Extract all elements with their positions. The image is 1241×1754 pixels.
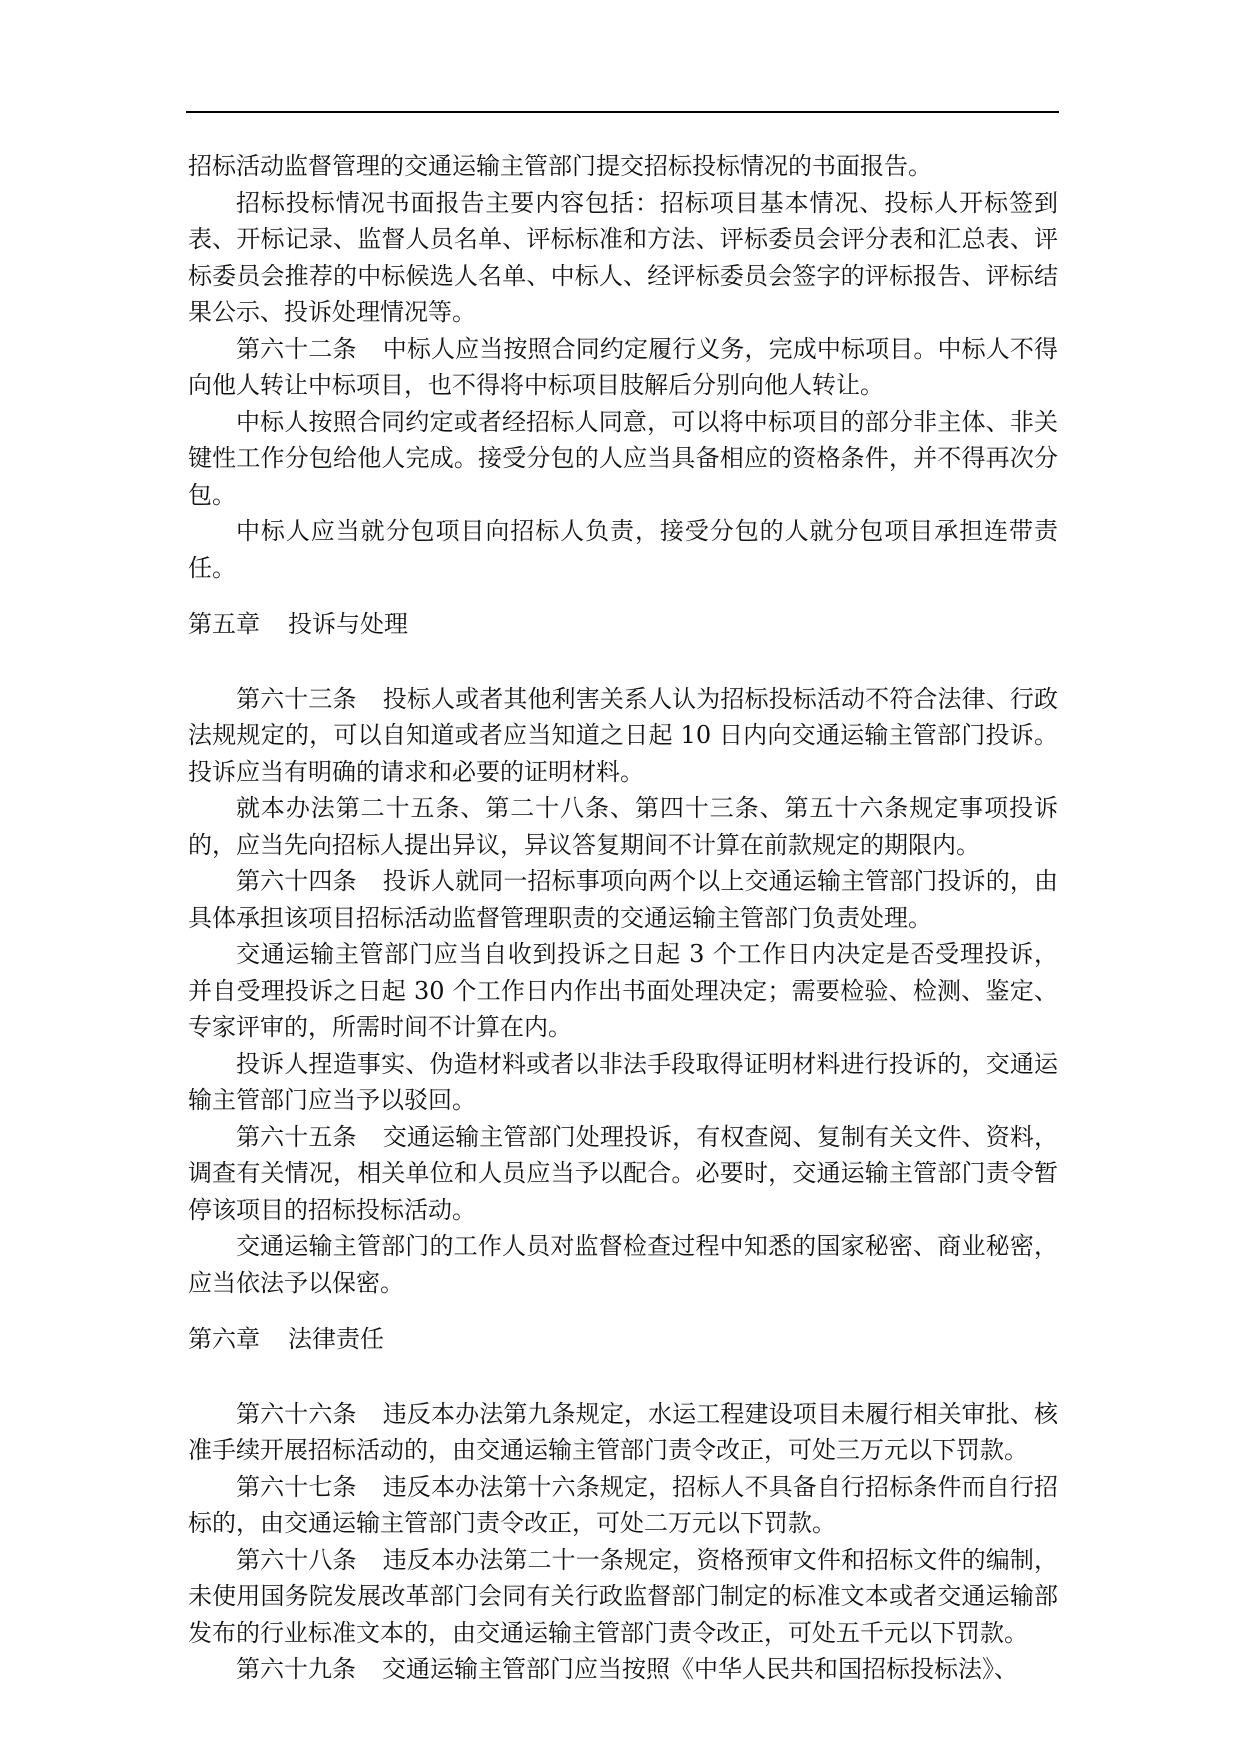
article-number: 第六十三条: [236, 684, 357, 713]
chapter-heading-5: [188, 606, 1058, 643]
article-text: 违反本办法第二十一条规定，资格预审文件和招标文件的编制，未使用国务院发展改革部门会同有关行政监督部门制定的标准文本或者交通运输部发布的行业标准文本的，由交通运输主管部门责令改正，可处五千元以下罚款。: [188, 1545, 1059, 1647]
paragraph: 交通运输主管部门应当自收到投诉之日起 3 个工作日内决定是否受理投诉，并自受理投诉之日起 30 个工作日内作出书面处理决定；需要检验、检测、鉴定、专家评审的，所需时间不计算在内。: [188, 940, 1058, 1041]
article-number: 第六十七条: [236, 1472, 357, 1501]
article-number: 第六十六条: [236, 1399, 357, 1428]
paragraph: 中标人应当就分包项目向招标人负责，接受分包的人就分包项目承担连带责任。: [188, 517, 1058, 582]
article-text: 违反本办法第九条规定，水运工程建设项目未履行相关审批、核准手续开展招标活动的，由交通运输主管部门责令改正，可处三万元以下罚款。: [188, 1399, 1059, 1464]
chapter-heading-6: [188, 1321, 1058, 1358]
chapter-number: 第六章: [188, 1325, 260, 1353]
article-69: [188, 1651, 1058, 1688]
article-number: 第六十四条: [236, 867, 357, 895]
paragraph: 招标投标情况书面报告主要内容包括：招标项目基本情况、投标人开标签到表、开标记录、监督人员名单、评标标准和方法、评标委员会评分表和汇总表、评标委员会推荐的中标候选人名单、中标人、经评标委员会签字的评标报告、评标结果公示、投诉处理情况等。: [188, 188, 1058, 326]
article-text: 投标人或者其他利害关系人认为招标投标活动不符合法律、行政法规规定的，可以自知道或者应当知道之日起 10 日内向交通运输主管部门投诉。投诉应当有明确的请求和必要的证明材料。: [188, 684, 1059, 786]
article-text: 交通运输主管部门处理投诉，有权查阅、复制有关文件、资料，调查有关情况，相关单位和人员应当予以配合。必要时，交通运输主管部门责令暂停该项目的招标投标活动。: [188, 1122, 1059, 1224]
article-number: 第六十八条: [236, 1545, 357, 1574]
chapter-number: 第五章: [188, 610, 260, 638]
chapter-title: 投诉与处理: [288, 610, 408, 638]
article-67: [188, 1469, 1058, 1542]
paragraph: 就本办法第二十五条、第二十八条、第四十三条、第五十六条规定事项投诉的，应当先向招标人提出异议，异议答复期间不计算在前款规定的期限内。: [188, 794, 1058, 859]
article-68: [188, 1542, 1058, 1652]
article-text: 违反本办法第十六条规定，招标人不具备自行招标条件而自行招标的，由交通运输主管部门责令改正，可处二万元以下罚款。: [188, 1472, 1059, 1537]
document-body: [188, 148, 1058, 1688]
article-text: 投诉人就同一招标事项向两个以上交通运输主管部门投诉的，由具体承担该项目招标活动监督管理职责的交通运输主管部门负责处理。: [188, 867, 1059, 932]
article-number: 第六十二条: [236, 334, 357, 363]
article-66: [188, 1396, 1058, 1469]
article-63: [188, 681, 1058, 791]
article-text: 交通运输主管部门应当按照《中华人民共和国招标投标法》、: [382, 1655, 1018, 1683]
article-number: 第六十九条: [236, 1655, 356, 1683]
article-number: 第六十五条: [236, 1122, 357, 1151]
paragraph: 交通运输主管部门的工作人员对监督检查过程中知悉的国家秘密、商业秘密，应当依法予以保密。: [188, 1232, 1058, 1297]
article-62: [188, 331, 1058, 404]
chapter-title: 法律责任: [288, 1325, 384, 1353]
paragraph-continuation: 招标活动监督管理的交通运输主管部门提交招标投标情况的书面报告。: [188, 152, 932, 180]
article-65: [188, 1119, 1058, 1229]
paragraph: 中标人按照合同约定或者经招标人同意，可以将中标项目的部分非主体、非关键性工作分包给他人完成。接受分包的人应当具备相应的资格条件，并不得再次分包。: [188, 407, 1058, 509]
article-64: [188, 863, 1058, 936]
paragraph: 投诉人捏造事实、伪造材料或者以非法手段取得证明材料进行投诉的，交通运输主管部门应当予以驳回。: [188, 1049, 1058, 1114]
header-rule: [186, 111, 1059, 113]
article-text: 中标人应当按照合同约定履行义务，完成中标项目。中标人不得向他人转让中标项目，也不得将中标项目肢解后分别向他人转让。: [188, 334, 1059, 399]
